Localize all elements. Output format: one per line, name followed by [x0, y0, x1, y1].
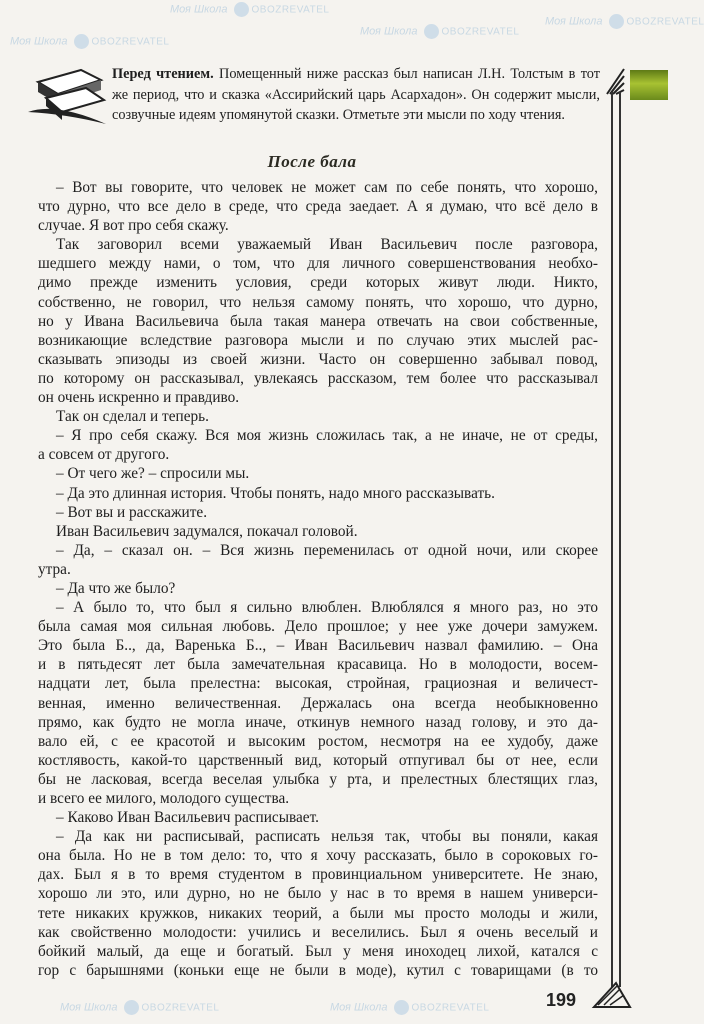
- text-line: – Вот вы говорите, что человек не может сам по себе понять, что хорошо,: [56, 179, 598, 196]
- watermark: [330, 1000, 489, 1015]
- note-text: Помещенный ниже рассказ был написан Л.Н. Толстым в тот же период, что и сказка «Ассирийский царь Асархадон». Он содержит мысли, созвучные идеям упомянутой сказки. Отметьте эти мысли по ходу чтения.: [112, 66, 601, 123]
- text-line: – Да как ни расписывай, расписать нельзя так, чтобы вы поняли, какая: [56, 828, 598, 846]
- text-line: – Каково Иван Васильевич расписывает.: [56, 809, 319, 827]
- page-number: 199: [546, 990, 577, 1010]
- watermark: [360, 24, 519, 39]
- watermark-school: Моя Школа: [10, 35, 68, 48]
- watermark-brand: OBOZREVATEL: [411, 1002, 490, 1014]
- text-line: она была. Но не в том дело: то, что я хочу рассказать, было в сороковых го-: [38, 847, 598, 865]
- text-line: но у Ивана Васильевича была такая манера отвечать на свои собственные,: [38, 312, 598, 330]
- text-line: хорошо ли это, или дурно, но не было у нас в то время в нашем универси-: [38, 885, 598, 903]
- text-line: тете никаких кружков, никаких теорий, а были мы просто молоды и жили,: [38, 904, 598, 922]
- watermark-logo-icon: [609, 14, 624, 29]
- paragraph: [38, 178, 598, 235]
- watermark-logo-icon: [394, 1000, 409, 1015]
- paragraph: [38, 541, 598, 579]
- note-lead: Перед чтением.: [112, 66, 214, 82]
- story-title: После бала: [267, 152, 357, 171]
- watermark: [10, 34, 169, 49]
- text-line: случае. Я вот про себя скажу.: [38, 217, 229, 235]
- paragraph: [38, 235, 598, 407]
- text-line: Иван Васильевич задумался, покачал головой.: [56, 522, 358, 540]
- text-line: димо прежде изменить условия, среди которых живут люди. Никто,: [38, 274, 598, 292]
- watermark-brand: OBOZREVATEL: [91, 36, 170, 48]
- page-border: [611, 92, 621, 987]
- watermark: [60, 1000, 219, 1015]
- text-line: утра.: [38, 560, 71, 578]
- watermark-school: Моя Школа: [545, 15, 603, 28]
- paragraph: [38, 579, 598, 598]
- text-line: – Я про себя скажу. Вся моя жизнь сложилась так, а не иначе, не от среды,: [56, 427, 598, 445]
- text-line: шедшего между нами, о том, что для личного совершенствования необхо-: [38, 255, 598, 273]
- watermark-logo-icon: [424, 24, 439, 39]
- text-line: – От чего же? – спросили мы.: [56, 465, 250, 483]
- watermark-school: Моя Школа: [170, 3, 228, 16]
- text-line: гор с барышнями (коньки еще не были в моде), кутил с товарищами (в то: [38, 961, 598, 979]
- text-line: по которому он рассказывал, увлекаясь рассказом, тем более что рассказывал: [38, 369, 598, 387]
- story-body: [38, 178, 598, 980]
- text-line: что дурно, что все дело в среде, что среда заедает. А я думаю, что всё дело в: [38, 198, 598, 216]
- watermark: [545, 14, 704, 29]
- text-line: Это была Б.., да, Варенька Б.., – Иван Васильевич назвал фамилию. – Она: [38, 637, 598, 655]
- text-line: бойкий малый, да еще и богатый. Был у меня иноходец лихой, катался с: [38, 942, 598, 960]
- text-line: он очень искренно и правдиво.: [38, 389, 240, 407]
- text-line: надцати лет, была прелестна: высокая, стройная, грациозная и величест-: [38, 675, 598, 693]
- watermark-brand: OBOZREVATEL: [626, 16, 704, 28]
- text-line: бы не ласковая, всегда веселая улыбка у рта, и прелестных блестящих глаз,: [38, 770, 598, 788]
- paragraph: [38, 598, 598, 808]
- text-line: и в пятьдесят лет была замечательная красавица. Но в молодости, восем-: [38, 656, 598, 674]
- before-reading-note: [112, 64, 600, 126]
- watermark-school: Моя Школа: [330, 1001, 388, 1014]
- watermark-brand: OBOZREVATEL: [251, 4, 330, 16]
- text-line: – Да, – сказал он. – Вся жизнь переменилась от одной ночи, или скорее: [56, 541, 598, 559]
- paragraph: [38, 464, 598, 483]
- paragraph: [38, 522, 598, 541]
- watermark-brand: OBOZREVATEL: [441, 26, 520, 38]
- watermark-school: Моя Школа: [360, 25, 418, 38]
- text-line: собственно, не говорил, что нельзя самому понять, что хорошо, что дурно,: [38, 293, 598, 311]
- corner-ornament-icon: [590, 975, 636, 1011]
- paragraph: [38, 426, 598, 464]
- watermark-brand: OBOZREVATEL: [141, 1002, 220, 1014]
- watermark-logo-icon: [74, 34, 89, 49]
- text-line: возникающие вследствие разговора мысли и по случаю этих мыслей рас-: [38, 331, 598, 349]
- text-line: костлявость, какой-то царственный вид, который отпугивал бы от нее, если: [38, 751, 598, 769]
- watermark-logo-icon: [234, 2, 249, 17]
- paragraph: [38, 407, 598, 426]
- watermark: [170, 2, 329, 17]
- watermark-logo-icon: [124, 1000, 139, 1015]
- text-line: дах. Был я в то время студентом в провинциальном университете. Не знаю,: [38, 866, 598, 884]
- text-line: и всего ее милого, молодого существа.: [38, 790, 290, 807]
- book-quill-icon: [26, 62, 112, 128]
- text-line: сказывать эпизоды из своей жизни. Часто он совершенно забывал повод,: [38, 350, 598, 368]
- text-line: Так заговорил всеми уважаемый Иван Васильевич после разговора,: [56, 236, 598, 254]
- text-line: – Да это длинная история. Чтобы понять, надо много рассказывать.: [56, 484, 495, 502]
- text-line: – Да что же было?: [56, 579, 176, 597]
- text-line: – А было то, что был я сильно влюблен. Влюблялся я много раз, но это: [56, 599, 598, 617]
- paragraph: [38, 827, 598, 980]
- text-line: вало ей, с ее красотой и высоким ростом, несмотря на ее худобу, даже: [38, 732, 598, 750]
- paragraph: [38, 503, 598, 522]
- text-line: прямо, как будто не могла иначе, откинув немного назад голову, и это да-: [38, 713, 598, 731]
- text-line: – Вот вы и расскажите.: [56, 503, 208, 521]
- text-line: Так он сделал и теперь.: [56, 408, 209, 426]
- chapter-marker: [630, 70, 668, 100]
- paragraph: [38, 484, 598, 503]
- text-line: венная, именно величественная. Держалась она всегда необыкновенно: [38, 694, 598, 712]
- paragraph: [38, 808, 598, 827]
- text-line: была самая моя сильная любовь. Дело прошлое; у нее уже дочери замужем.: [38, 618, 598, 636]
- watermark-school: Моя Школа: [60, 1001, 118, 1014]
- text-line: как свойственно молодости: учились и веселились. Был я очень веселый и: [38, 923, 598, 941]
- text-line: а совсем от другого.: [38, 446, 170, 464]
